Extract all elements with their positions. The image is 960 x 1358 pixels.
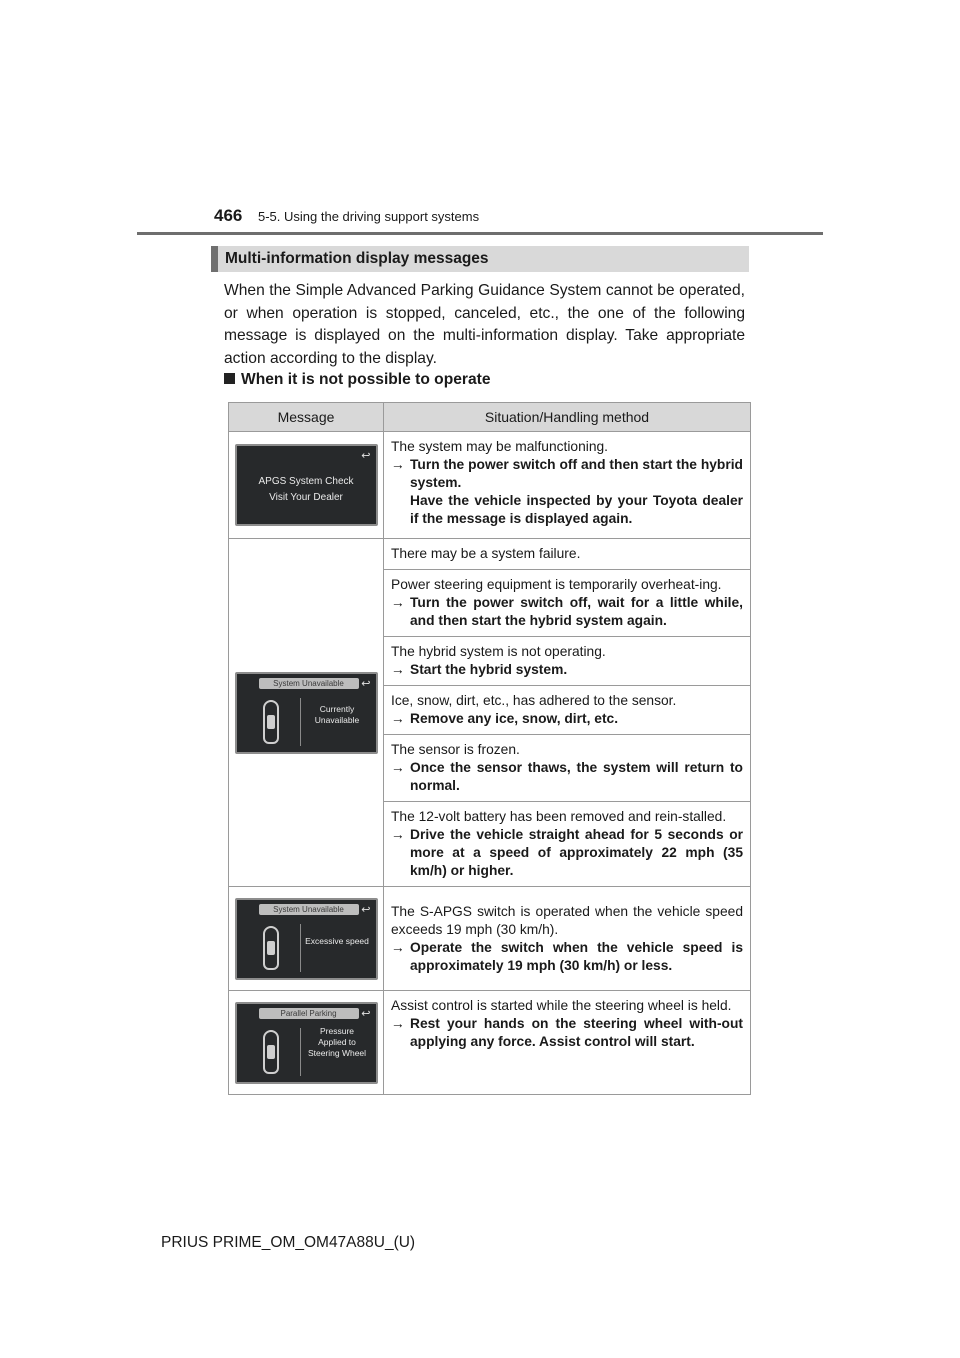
screen-title: System Unavailable	[259, 904, 359, 915]
subheading	[224, 371, 491, 389]
screen-text	[237, 474, 376, 506]
message-cell	[229, 887, 384, 991]
situation-text: The hybrid system is not operating.	[391, 644, 606, 659]
situation-cell	[384, 991, 751, 1095]
situation-cell	[384, 887, 751, 991]
situation-cell	[384, 637, 751, 686]
messages-table	[228, 402, 751, 1095]
table-row	[229, 887, 751, 991]
handling-action-extra: Have the vehicle inspected by your Toyota dealer if the message is displayed again.	[410, 493, 743, 526]
action-text: Turn the power switch off, wait for a little while, and then start the hybrid system again.	[410, 595, 743, 628]
page-number: 466	[214, 206, 243, 225]
arrow-icon: →	[391, 457, 405, 472]
screen-line: APGS System Check	[258, 476, 354, 487]
car-icon	[263, 926, 279, 970]
back-icon: ↩	[361, 1007, 371, 1020]
screen-divider	[300, 1028, 301, 1076]
section-reference: 5-5. Using the driving support systems	[258, 209, 480, 224]
display-screenshot-system-unavailable	[235, 672, 378, 754]
back-icon: ↩	[361, 677, 371, 690]
subheading-text: When it is not possible to operate	[241, 371, 491, 388]
screen-line: Excessive speed	[305, 935, 369, 946]
handling-action	[391, 939, 743, 975]
screen-title: Parallel Parking	[259, 1008, 359, 1019]
arrow-icon: →	[391, 827, 405, 842]
back-icon: ↩	[361, 450, 371, 462]
section-heading-bar	[211, 246, 749, 272]
handling-action	[391, 759, 743, 795]
table-row	[229, 432, 751, 539]
display-screenshot-excessive-speed	[235, 898, 378, 980]
handling-action	[391, 826, 743, 880]
action-text: Turn the power switch off and then start the hybrid system.	[410, 457, 743, 490]
situation-text: Assist control is started while the steering wheel is held.	[391, 998, 732, 1013]
message-cell	[229, 539, 384, 887]
table-header-row	[229, 403, 751, 432]
back-icon: ↩	[361, 903, 371, 916]
screen-line: Unavailable	[314, 714, 360, 725]
situation-cell	[384, 432, 751, 539]
intro-paragraph: When the Simple Advanced Parking Guidance System cannot be operated, or when operation is stopped, canceled, etc., the one of the following message is displayed on the multi-information display. Take appropriate action according to the display.	[224, 282, 745, 367]
situation-text: Power steering equipment is temporarily overheat-ing.	[391, 577, 722, 592]
situation-text: The S-APGS switch is operated when the vehicle speed exceeds 19 mph (30 km/h).	[391, 903, 743, 937]
screen-line: Pressure	[319, 1025, 354, 1036]
message-cell	[229, 991, 384, 1095]
section-heading: Multi-information display messages	[225, 250, 489, 267]
table-row	[229, 991, 751, 1095]
action-text: Remove any ice, snow, dirt, etc.	[410, 711, 619, 726]
situation-cell	[384, 539, 751, 570]
table-row	[229, 539, 751, 570]
screen-title: System Unavailable	[259, 678, 359, 689]
header-rule	[137, 232, 823, 235]
column-header-situation: Situation/Handling method	[384, 403, 751, 432]
square-bullet-icon	[224, 373, 235, 384]
column-header-message: Message	[229, 403, 384, 432]
handling-action	[391, 710, 743, 728]
arrow-icon: →	[391, 1016, 405, 1031]
arrow-icon: →	[391, 939, 405, 955]
screen-text	[303, 1026, 372, 1059]
screen-divider	[300, 698, 301, 746]
handling-action	[391, 594, 743, 630]
display-screenshot-system-check	[235, 444, 378, 526]
arrow-icon: →	[391, 595, 405, 610]
screen-line: Applied to	[318, 1036, 356, 1047]
situation-cell	[384, 802, 751, 887]
message-cell	[229, 432, 384, 539]
situation-text: The 12-volt battery has been removed and rein-stalled.	[391, 809, 727, 824]
action-text: Start the hybrid system.	[410, 662, 568, 677]
car-icon	[263, 700, 279, 744]
handling-action	[391, 661, 743, 679]
screen-text	[303, 704, 372, 726]
arrow-icon: →	[391, 711, 405, 726]
action-text: Drive the vehicle straight ahead for 5 seconds or more at a speed of approximately 22 mph (35 km/h) or higher.	[410, 827, 743, 878]
action-text: Once the sensor thaws, the system will return to normal.	[410, 760, 743, 793]
situation-text: The sensor is frozen.	[391, 742, 520, 757]
situation-cell	[384, 686, 751, 735]
screen-line: Steering Wheel	[307, 1047, 367, 1058]
handling-action	[391, 456, 743, 492]
arrow-icon: →	[391, 760, 405, 775]
situation-text: There may be a system failure.	[391, 546, 581, 561]
situation-cell	[384, 570, 751, 637]
screen-divider	[300, 924, 301, 972]
action-text: Rest your hands on the steering wheel with-out applying any force. Assist control will start.	[410, 1016, 743, 1049]
screen-line: Currently	[319, 703, 355, 714]
action-text: Operate the switch when the vehicle speed is approximately 19 mph (30 km/h) or less.	[410, 939, 743, 973]
car-icon	[263, 1030, 279, 1074]
situation-text: The system may be malfunctioning.	[391, 439, 609, 454]
handling-action	[391, 1015, 743, 1051]
screen-text	[303, 936, 372, 947]
situation-text: Ice, snow, dirt, etc., has adhered to the sensor.	[391, 693, 677, 708]
screen-line: Visit Your Dealer	[269, 492, 343, 503]
situation-cell	[384, 735, 751, 802]
display-screenshot-parallel-parking	[235, 1002, 378, 1084]
arrow-icon: →	[391, 662, 405, 677]
footer-model-code: PRIUS PRIME_OM_OM47A88U_(U)	[161, 1234, 416, 1251]
